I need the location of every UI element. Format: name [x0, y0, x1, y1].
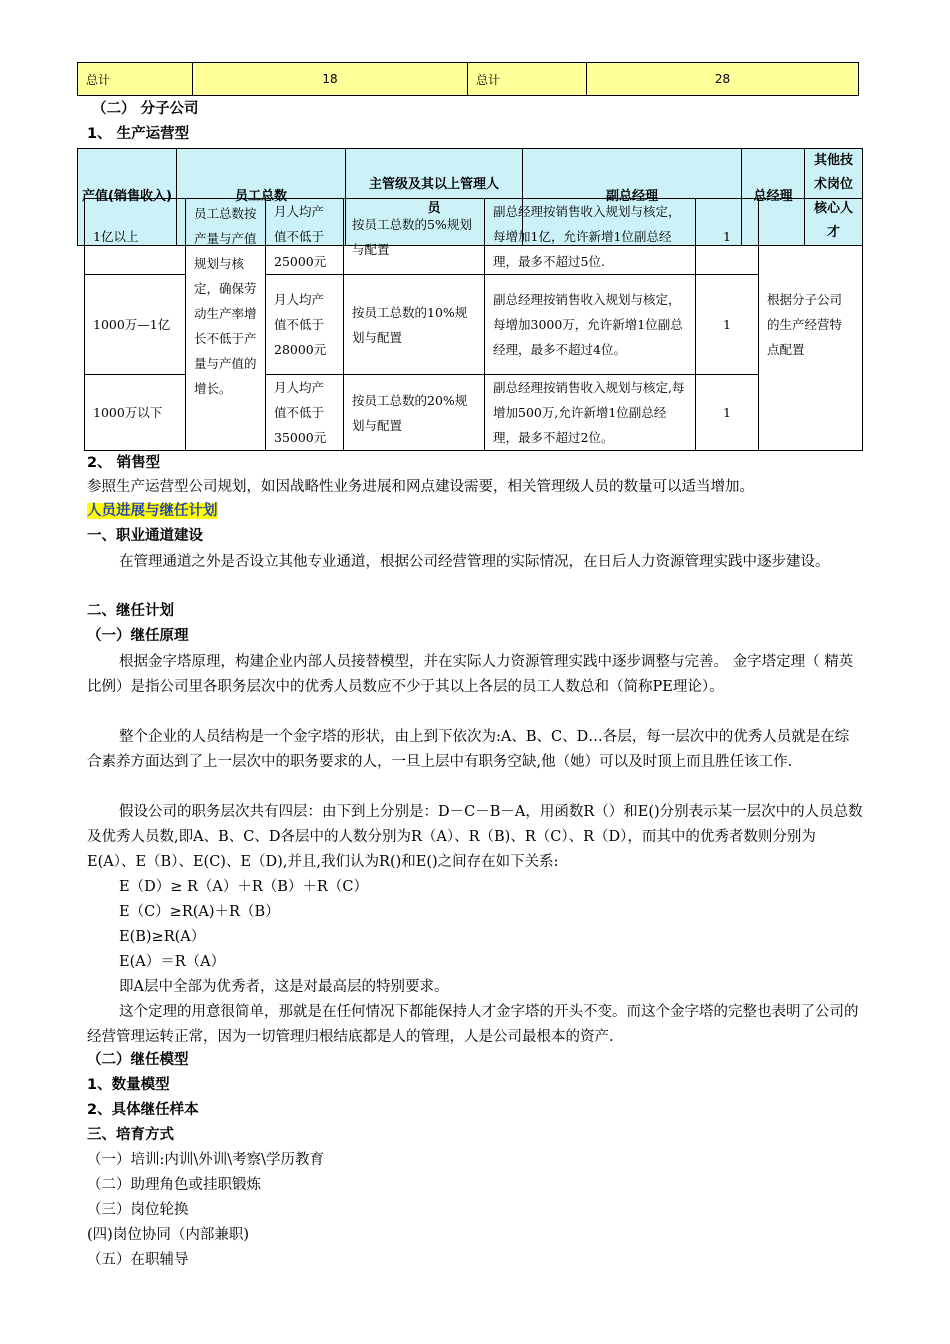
header-vp: 副总经理 — [523, 149, 742, 246]
plan-title: 人员进展与继任计划 — [87, 503, 218, 519]
cell-vp: 副总经理按销售收入规划与核定，每增加1亿，允许新增1位副总经理，最多不超过5位. — [485, 199, 696, 275]
list-item: (四)岗位协同（内部兼职) — [87, 1227, 249, 1243]
header-employees: 员工总数 — [177, 149, 346, 246]
heading-succession-model: （二）继任模型 — [87, 1052, 189, 1068]
cell-per-capita: 月人均产值不低于35000元 — [266, 375, 344, 451]
formula-4: E(A）＝R（A） — [119, 954, 226, 970]
cell-managers: 按员工总数的5%规划与配置 — [344, 199, 485, 275]
paragraph-top-level: 即A层中全部为优秀者，这是对最高层的特别要求。 — [119, 979, 449, 995]
cell-vp: 副总经理按销售收入规划与核定,每增加500万,允许新增1位副总经理，最多不超过2位。 — [485, 375, 696, 451]
table-row — [78, 63, 859, 96]
header-other-talent: 其他技术岗位核心人才 — [805, 149, 863, 246]
cell-per-capita: 月人均产值不低于25000元 — [266, 199, 344, 275]
paragraph-pyramid: 根据金字塔原理，构建企业内部人员接替模型，并在实际人力资源管理实践中逐步调整与完善。 金字塔定理（ 精英比例）是指公司里各职务层次中的优秀人员数应不少于其以上各层的员工人数总和（简称PE理论）。 — [87, 654, 854, 695]
section-production: 1、 生产运营型 — [87, 126, 190, 142]
paragraph-intent: 这个定理的用意很简单，那就是在任何情况下都能保持人才金字塔的开头不变。而这个金字塔的完整也表明了公司的经营管理运转正常，因为一切管理归根结底都是人的管理，人是公司最根本的资产. — [87, 1004, 859, 1045]
paragraph-career-path: 在管理通道之外是否设立其他专业通道，根据公司经营管理的实际情况，在日后人力资源管理实践中逐步建设。 — [119, 554, 830, 570]
header-output: 产值(销售收入) — [78, 149, 177, 246]
paragraph-levels: 假设公司的职务层次共有四层：由下到上分别是：D－C－B－A，用函数R（）和E()分别表示某一层次中的人员总数及优秀人员数,即A、B、C、D各层中的人数分别为R（A）、R（B)、R（C）、R（D），而其中的优秀者数则分别为E(A）、E（B）、E(C)、E（D),并且,我们认为R()和E()之间存在如下关系: — [87, 804, 863, 870]
cell-gm: 1 — [696, 275, 759, 375]
sub-company-heading: （二） 分子公司 — [92, 101, 199, 117]
cell-vp: 副总经理按销售收入规划与核定，每增加3000万，允许新增1位副总经理，最多不超过4位。 — [485, 275, 696, 375]
list-item: （三）岗位轮换 — [87, 1202, 189, 1218]
list-item: （二）助理角色或挂职锻炼 — [87, 1177, 261, 1193]
section-sales: 2、 销售型 — [87, 455, 161, 471]
cell-output: 1000万—1亿 — [85, 275, 186, 375]
heading-succession-sample: 2、具体继任样本 — [87, 1102, 199, 1118]
list-item: （五）在职辅导 — [87, 1252, 189, 1268]
cell-other-talent: 根据分子公司的生产经营特点配置 — [759, 199, 863, 451]
total-value-right: 28 — [587, 63, 859, 96]
heading-succession: 二、继任计划 — [87, 603, 174, 619]
cell-output: 1亿以上 — [85, 199, 186, 275]
cell-managers: 按员工总数的20%规划与配置 — [344, 375, 485, 451]
total-value-left: 18 — [193, 63, 468, 96]
total-label-right: 总计 — [468, 63, 587, 96]
staffing-table — [84, 198, 863, 451]
heading-development: 三、培育方式 — [87, 1127, 174, 1143]
formula-2: E（C）≥R(A)＋R（B） — [119, 904, 280, 920]
heading-quantity-model: 1、数量模型 — [87, 1077, 170, 1093]
totals-table — [77, 62, 859, 96]
formula-1: E（D）≥ R（A）＋R（B）＋R（C） — [119, 879, 368, 895]
total-label-left: 总计 — [78, 63, 193, 96]
cell-output: 1000万以下 — [85, 375, 186, 451]
header-managers: 主管级及其以上管理人员 — [346, 149, 523, 246]
paragraph-structure: 整个企业的人员结构是一个金字塔的形状，由上到下依次为:A、B、C、D…各层，每一层次中的优秀人员就是在综合素养方面达到了上一层次中的职务要求的人，一旦上层中有职务空缺,他（她）可以及时顶上而且胜任该工作. — [87, 729, 850, 770]
heading-career-path: 一、职业通道建设 — [87, 528, 203, 544]
sales-text: 参照生产运营型公司规划，如因战略性业务进展和网点建设需要，相关管理级人员的数量可以适当增加。 — [87, 479, 754, 495]
formula-3: E(B)≥R(A） — [119, 929, 206, 945]
table-row — [85, 199, 863, 275]
heading-succession-principle: （一）继任原理 — [87, 628, 189, 644]
cell-gm: 1 — [696, 375, 759, 451]
cell-per-capita: 月人均产值不低于28000元 — [266, 275, 344, 375]
cell-gm: 1 — [696, 199, 759, 275]
cell-employee-note: 员工总数按产量与产值规划与核定，确保劳动生产率增长不低于产量与产值的增长。 — [186, 199, 266, 451]
list-item: （一）培训:内训\外训\考察\学历教育 — [87, 1152, 325, 1168]
header-gm: 总经理 — [742, 149, 805, 246]
cell-managers: 按员工总数的10%规划与配置 — [344, 275, 485, 375]
